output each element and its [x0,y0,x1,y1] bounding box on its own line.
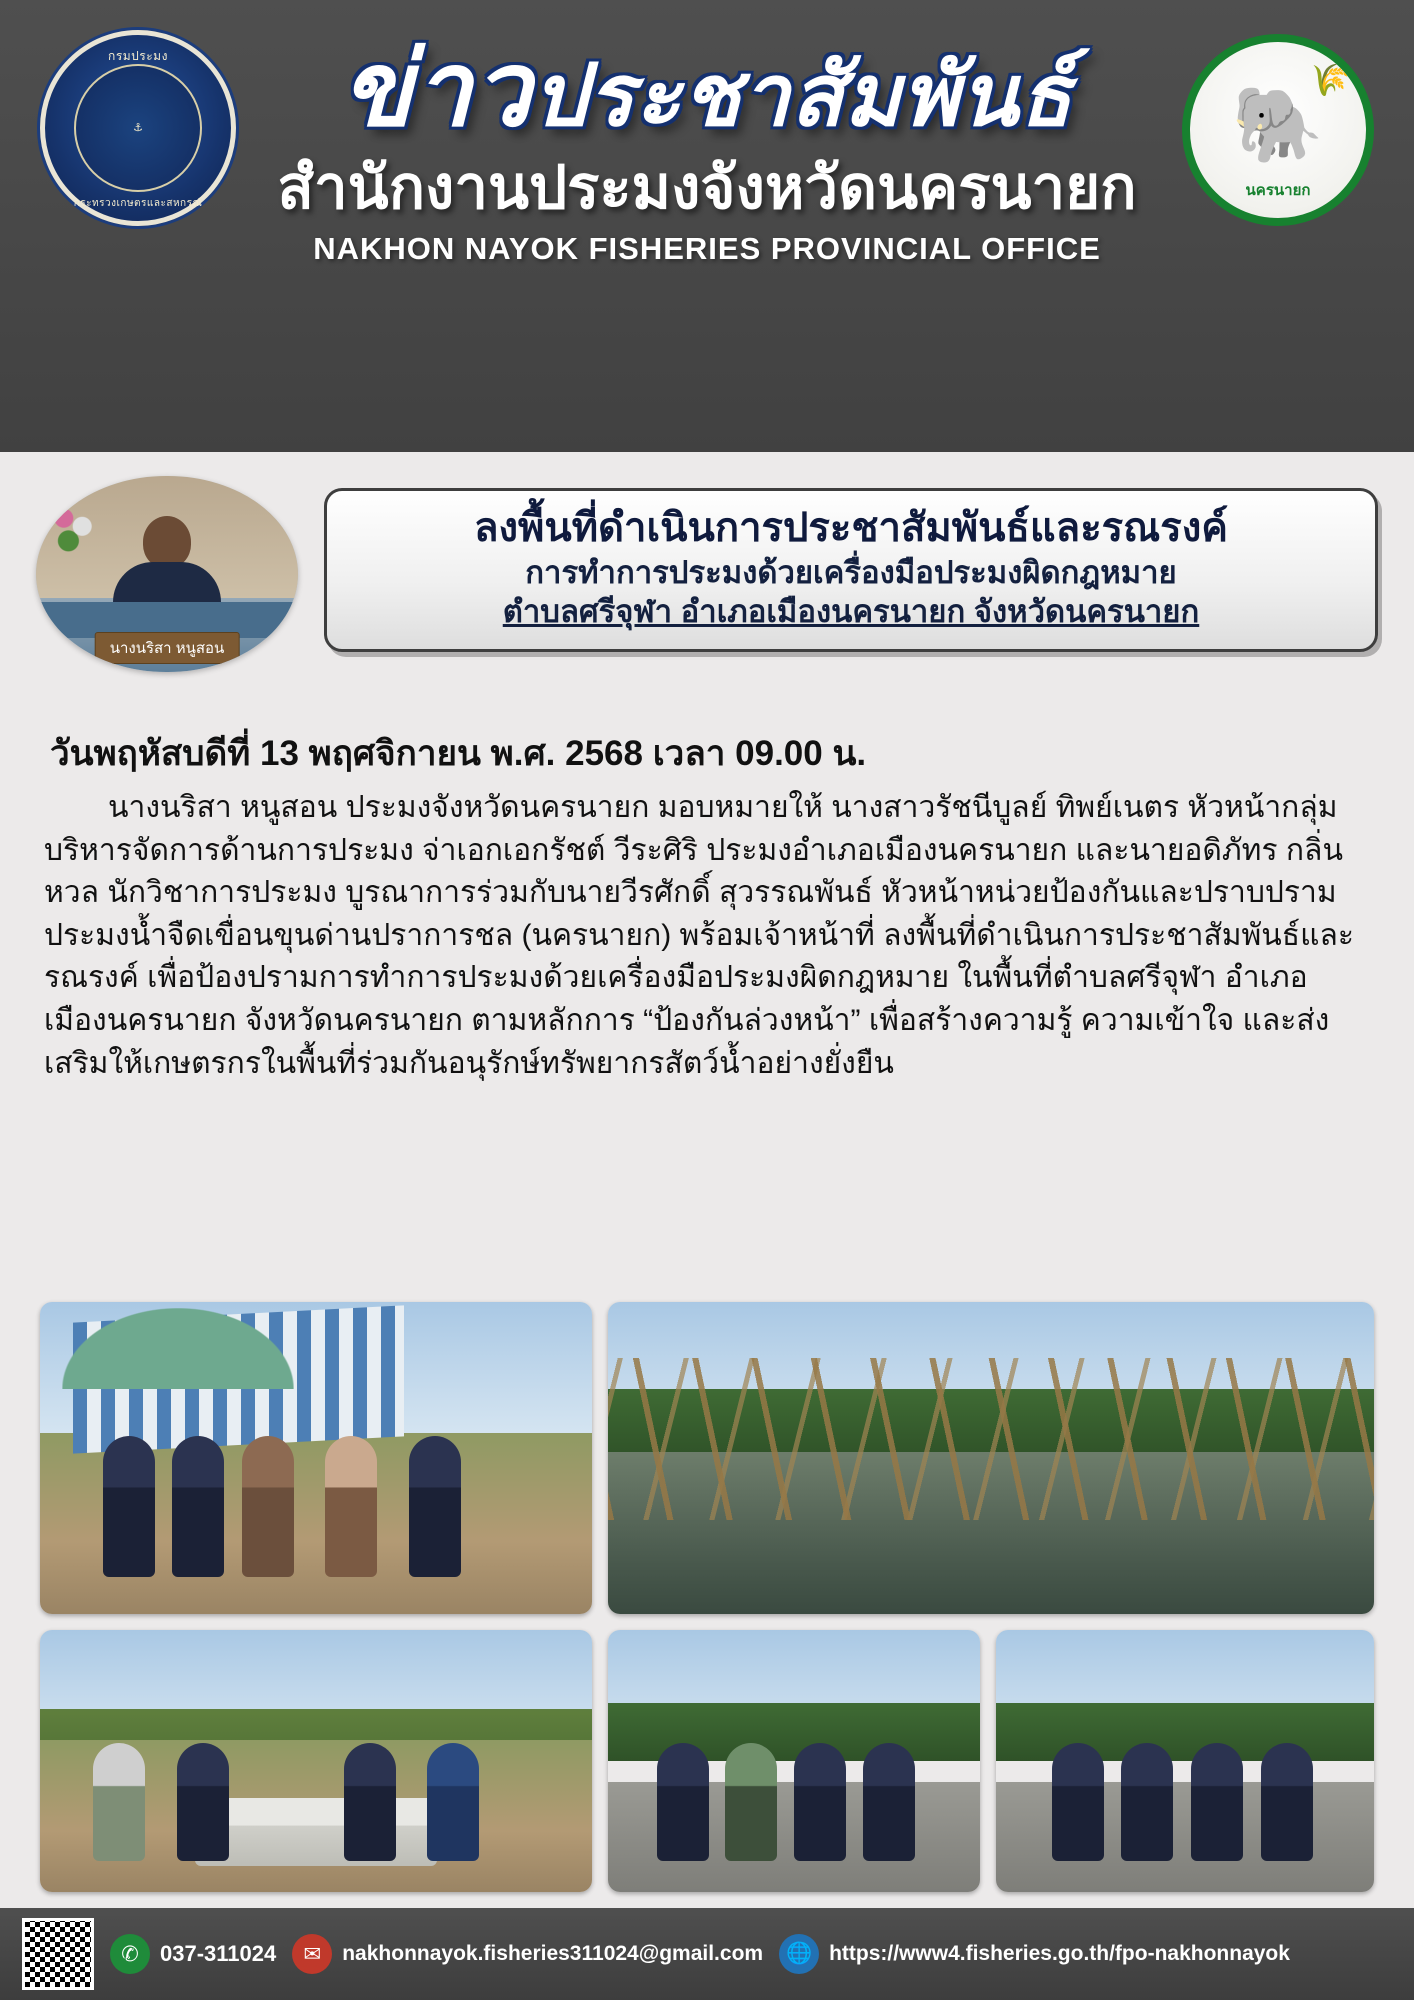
poster-footer [0,1908,1414,2000]
photo-meeting-under-tarp [40,1302,592,1614]
rice-sheaf-icon: 🌾 [1303,56,1354,104]
footer-website-text[interactable]: https://www4.fisheries.go.th/fpo-nakhonnayok [829,1942,1290,1965]
footer-phone [110,1934,276,1974]
footer-phone-text: 037-311024 [160,1941,277,1966]
poster-header [0,0,1414,452]
headline-banner [324,488,1378,652]
photo-officials-field-inspection [996,1630,1374,1892]
footer-email [292,1934,763,1974]
footer-website [779,1934,1290,1974]
officer-portrait [36,476,298,672]
emblem-ring-top-text: กรมประมง [108,49,168,63]
page-title [240,32,1174,148]
headline-line-3: ตำบลศรีจุฬา อำเภอเมืองนครนายก จังหวัดนครนายก [502,594,1200,630]
photo-row-1 [40,1302,1374,1614]
page-title-pr: ประชาสัมพันธ์ [532,48,1073,144]
elephant-icon: 🐘 [1231,83,1325,166]
office-title-th: สำนักงานประมงจังหวัดนครนายก [277,154,1137,222]
event-date-line: วันพฤหัสบดีที่ 13 พฤศจิกายน พ.ศ. 2568 เวลา 09.00 น. [50,734,867,773]
phone-icon: ✆ [110,1934,150,1974]
emblem-inner: ⚓ [74,64,202,192]
emblem-ring-bottom-text: กระทรวงเกษตรและสหกรณ์ [73,198,203,209]
page-title-news: ข่าว [341,32,533,148]
photo-people [84,1436,548,1576]
nakhon-nayok-province-seal-icon [1182,34,1374,226]
photo-bamboo-structure [608,1358,1374,1520]
photo-row-2 [40,1630,1374,1892]
content-section [0,722,1414,1298]
photo-people [1026,1743,1344,1861]
photo-gallery [0,1298,1414,1908]
photo-officials-talking-at-table [40,1630,592,1892]
globe-icon: 🌐 [779,1934,819,1974]
mail-icon: ✉ [292,1934,332,1974]
office-title-en: NAKHON NAYOK FISHERIES PROVINCIAL OFFICE [313,231,1101,267]
headline-line-1: ลงพื้นที่ดำเนินการประชาสัมพันธ์และรณรงค์ [473,506,1229,550]
photo-umbrella [62,1308,294,1389]
footer-email-text[interactable]: nakhonnayok.fisheries311024@gmail.com [342,1942,764,1965]
body-paragraph: นางนริสา หนูสอน ประมงจังหวัดนครนายก มอบหมายให้ นางสาวรัชนีบูลย์ ทิพย์เนตร หัวหน้ากลุ่มบริหารจัดการด้านการประมง จ่าเอกเอกรัชต์ วีระศิริ ประมงอำเภอเมืองนครนายก และนายอดิภัทร กลิ่นหวล นักวิชาการประมง บูรณาการร่วมกับนายวีรศักดิ์ สุวรรณพันธ์ หัวหน้าหน่วยป้องกันและปราบปรามประมงน้ำจืดเขื่อนขุนด่านปราการชล (นครนายก) พร้อมเจ้าหน้าที่ ลงพื้นที่ดำเนินการประชาสัมพันธ์และรณรงค์ เพื่อป้องปรามการทำการประมงด้วยเครื่องมือประมงผิดกฎหมาย ในพื้นที่ตำบลศรีจุฬา อำเภอเมืองนครนายก จังหวัดนครนายก ตามหลักการ “ป้องกันล่วงหน้า” เพื่อสร้างความรู้ ความเข้าใจ และส่งเสริมให้เกษตรกรในพื้นที่ร่วมกันอนุรักษ์ทรัพยากรสัตว์น้ำอย่างยั่งยืน [44,791,1354,1080]
portrait-flowers [50,502,96,556]
portrait-head [143,516,191,568]
photo-people [638,1743,951,1861]
photo-officials-on-road [608,1630,980,1892]
headline-line-2: การทำการประมงด้วยเครื่องมือประมงผิดกฎหมาย [525,555,1177,591]
photo-people [84,1743,548,1861]
qr-code-icon[interactable] [22,1918,94,1990]
officer-nameplate: นางนริสา หนูสอน [95,632,240,664]
photo-bamboo-fishing-trap-pond [608,1302,1374,1614]
province-seal-label: นครนายก [1245,182,1311,199]
top-strip [0,452,1414,722]
